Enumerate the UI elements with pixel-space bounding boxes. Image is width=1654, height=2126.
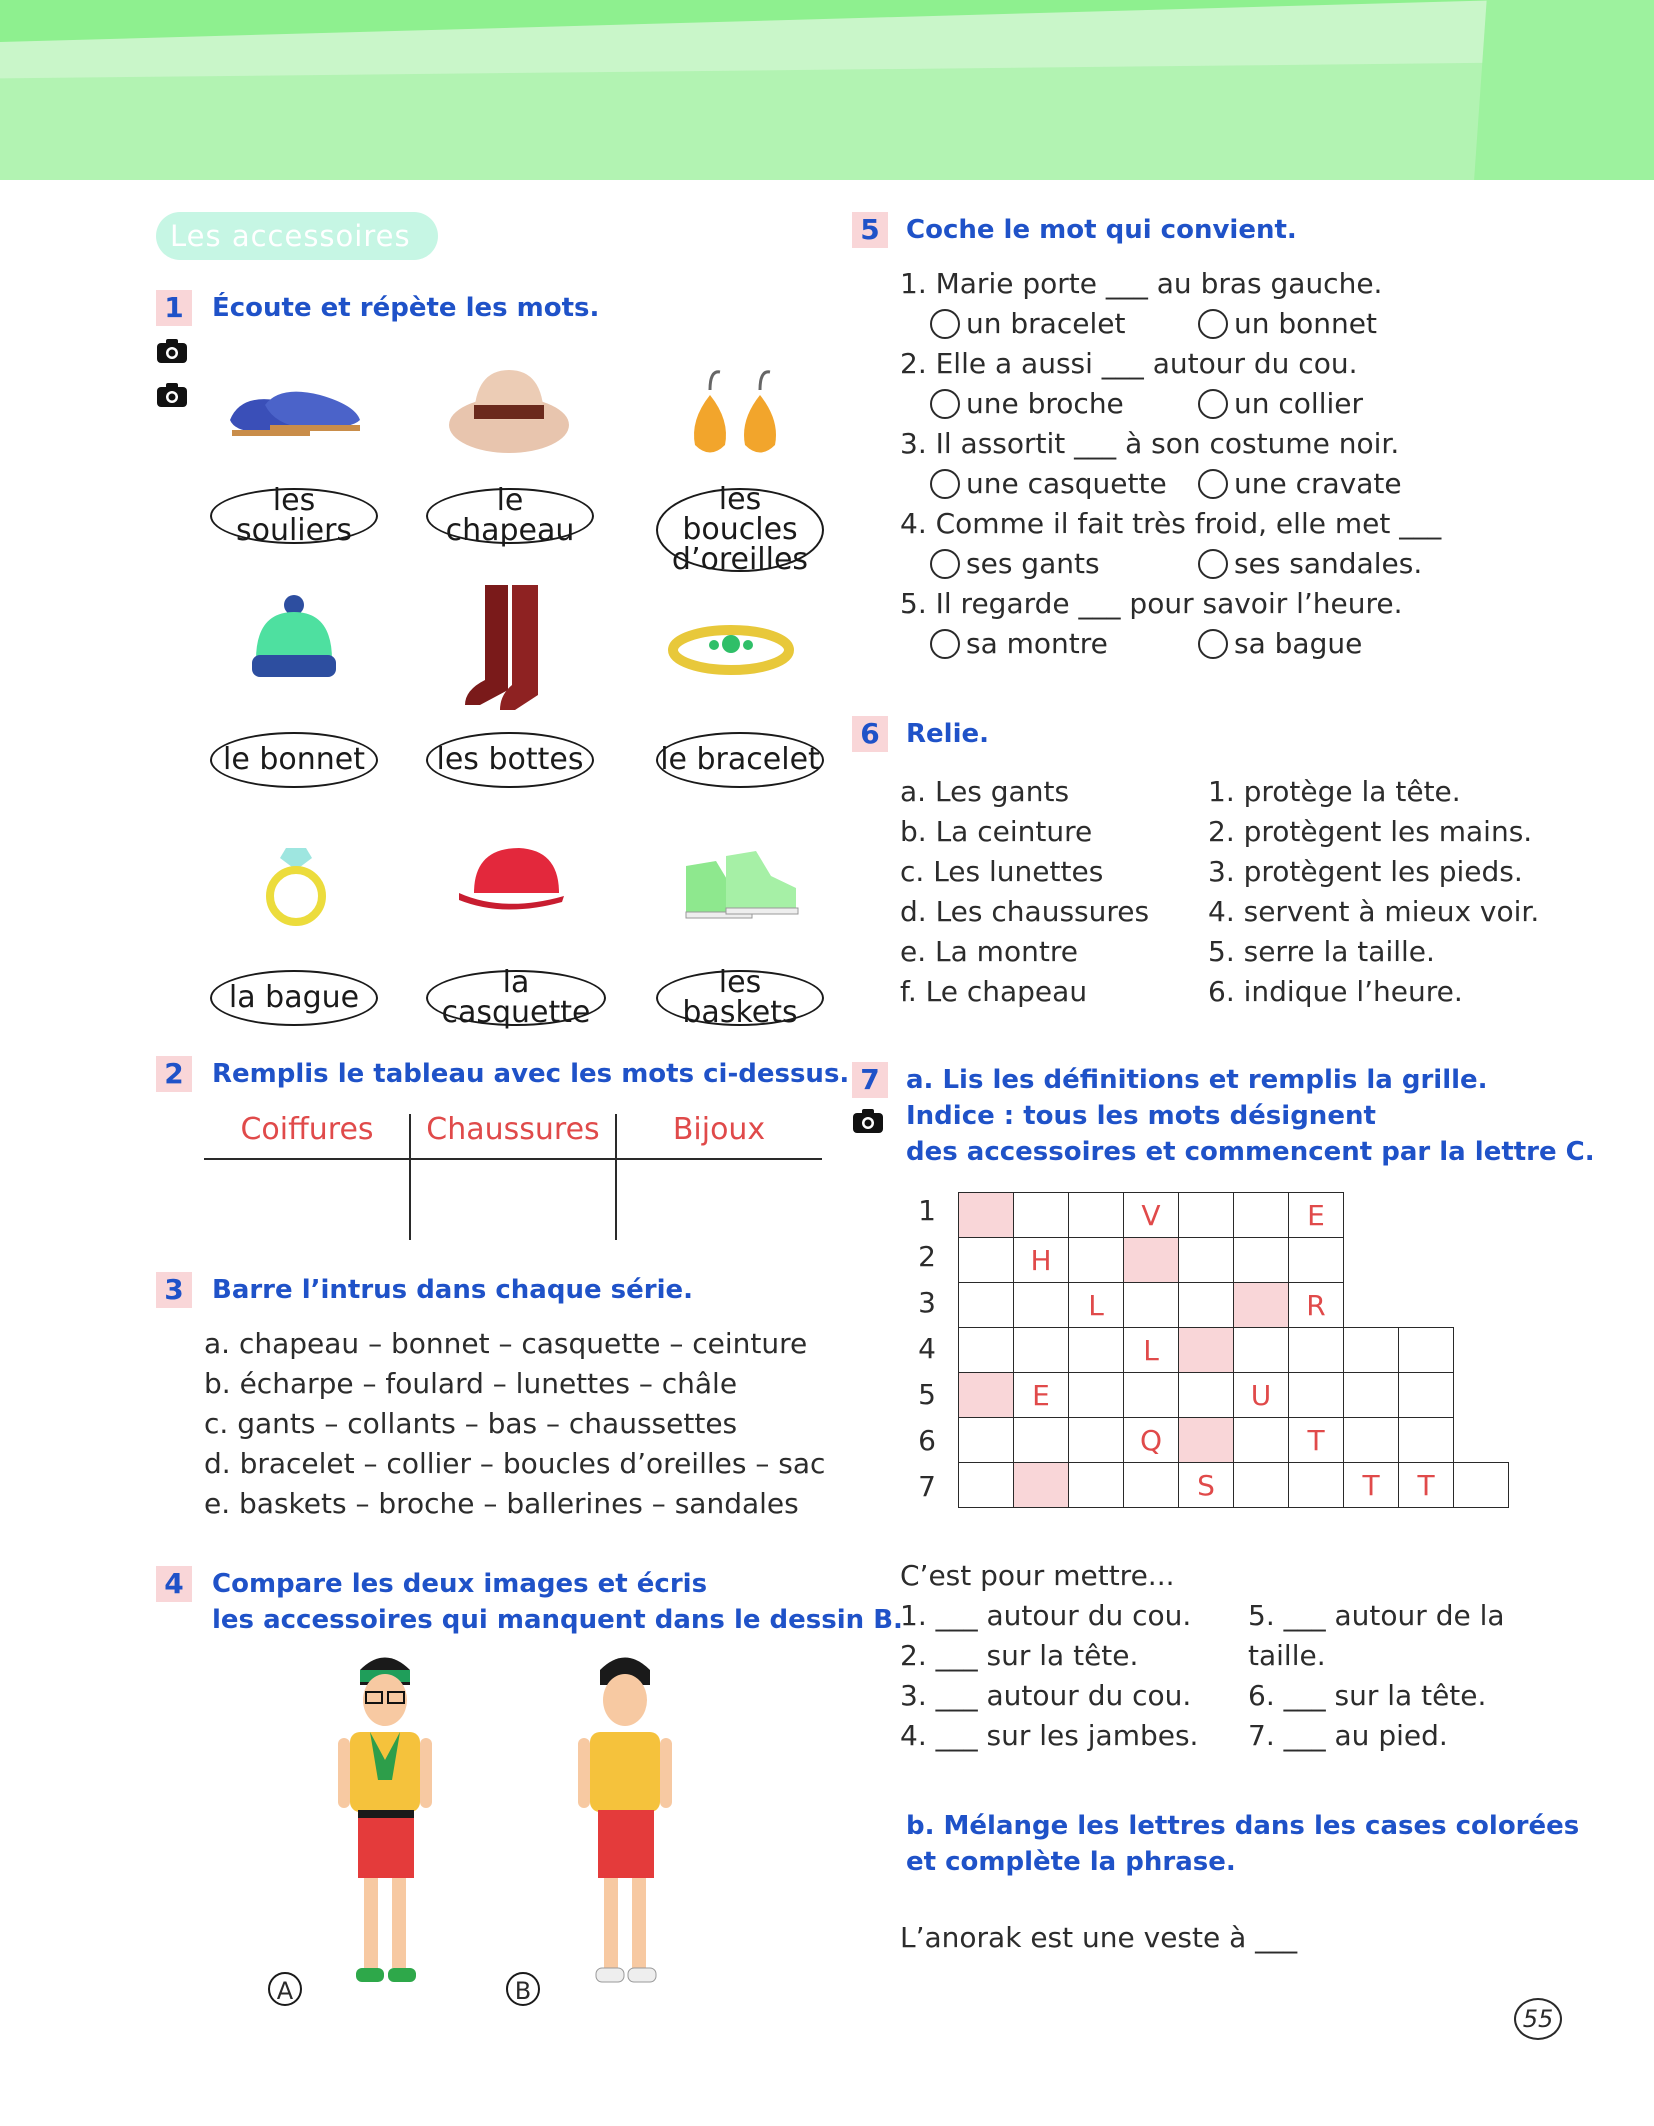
beanie-icon (244, 590, 344, 690)
radio-circle[interactable] (1198, 629, 1228, 659)
exercise-title: Coche le mot qui convient. (906, 215, 1297, 245)
exercise-title: Écoute et répète les mots. (212, 293, 600, 323)
boots-icon (460, 580, 560, 720)
definition: 5. ___ autour de la (1248, 1599, 1505, 1632)
exercise-title: b. Mélange les lettres dans les cases colorées (906, 1811, 1580, 1841)
grid-cell[interactable] (1234, 1463, 1289, 1508)
option[interactable]: une casquette (930, 464, 1167, 504)
radio-circle[interactable] (930, 629, 960, 659)
match-right[interactable]: 2. protègent les mains. (1208, 815, 1533, 848)
grid-cell[interactable]: Q (1124, 1418, 1179, 1463)
grid-cell[interactable] (959, 1193, 1014, 1238)
grid-cell[interactable]: H (1014, 1238, 1069, 1283)
grid-cell[interactable]: U (1234, 1373, 1289, 1418)
grid-cell[interactable]: T (1344, 1463, 1399, 1508)
definition: 3. ___ autour du cou. (900, 1679, 1192, 1712)
table-header: Bijoux (672, 1112, 766, 1147)
word-label: les boucles d’oreilles (656, 488, 824, 572)
option[interactable]: un bonnet (1198, 304, 1377, 344)
word-label: les bottes (426, 732, 594, 788)
grid-cell[interactable]: T (1399, 1463, 1454, 1508)
grid-cell[interactable]: T (1289, 1418, 1344, 1463)
question: 4. Comme il fait très froid, elle met ___ (900, 507, 1442, 540)
exercise-number: 1 (156, 290, 192, 326)
word-label: le bracelet (656, 732, 824, 788)
match-left[interactable]: f. Le chapeau (900, 975, 1088, 1008)
grid-cell[interactable] (1344, 1328, 1399, 1373)
grid-cell[interactable] (1234, 1283, 1289, 1328)
question: 2. Elle a aussi ___ autour du cou. (900, 347, 1358, 380)
grid-cell[interactable] (959, 1418, 1014, 1463)
exercise-title: les accessoires qui manquent dans le dessin B. (212, 1605, 903, 1635)
label-b: B (506, 1972, 540, 2006)
table-header: Chaussures (426, 1112, 600, 1147)
word-label: le chapeau (426, 488, 594, 544)
grid-cell[interactable] (1179, 1238, 1234, 1283)
radio-circle[interactable] (1198, 389, 1228, 419)
label-a: A (268, 1972, 302, 2006)
series-line: a. chapeau – bonnet – casquette – ceinture (204, 1327, 808, 1360)
definition: taille. (1248, 1639, 1326, 1672)
grid-cell[interactable] (1069, 1418, 1124, 1463)
radio-circle[interactable] (930, 389, 960, 419)
grid-cell[interactable]: L (1124, 1328, 1179, 1373)
table-rule (204, 1158, 822, 1160)
earrings-icon (680, 360, 790, 470)
match-right[interactable]: 4. servent à mieux voir. (1208, 895, 1540, 928)
grid-cell[interactable] (1014, 1463, 1069, 1508)
option[interactable]: ses sandales. (1198, 544, 1422, 584)
grid-cell[interactable]: S (1179, 1463, 1234, 1508)
grid-cell[interactable] (1069, 1373, 1124, 1418)
table-header: Coiffures (240, 1112, 374, 1147)
grid-cell[interactable] (1399, 1328, 1454, 1373)
grid-cell[interactable] (1069, 1193, 1124, 1238)
grid-cell[interactable] (1234, 1418, 1289, 1463)
camera-icon[interactable] (852, 1108, 884, 1134)
definition: 7. ___ au pied. (1248, 1719, 1448, 1752)
row-number: 2 (918, 1240, 936, 1273)
section-title: Les accessoires (156, 212, 438, 260)
exercise-number: 3 (156, 1272, 192, 1308)
camera-icon[interactable] (156, 338, 188, 364)
defs-intro: C’est pour mettre... (900, 1559, 1175, 1592)
grid-cell[interactable] (1179, 1328, 1234, 1373)
grid-cell[interactable] (1234, 1238, 1289, 1283)
grid-cell[interactable]: R (1289, 1283, 1344, 1328)
match-right[interactable]: 6. indique l’heure. (1208, 975, 1463, 1008)
grid-cell[interactable] (1069, 1463, 1124, 1508)
option[interactable]: une broche (930, 384, 1124, 424)
bracelet-icon (666, 620, 796, 680)
match-left[interactable]: b. La ceinture (900, 815, 1093, 848)
radio-circle[interactable] (1198, 309, 1228, 339)
camera-icon[interactable] (156, 382, 188, 408)
grid-cell[interactable] (1234, 1193, 1289, 1238)
series-line: e. baskets – broche – ballerines – sandales (204, 1487, 799, 1520)
grid-cell[interactable]: V (1124, 1193, 1179, 1238)
match-left[interactable]: d. Les chaussures (900, 895, 1150, 928)
definition: 4. ___ sur les jambes. (900, 1719, 1199, 1752)
exercise-title: Barre l’intrus dans chaque série. (212, 1275, 694, 1305)
word-label: les souliers (210, 488, 378, 544)
table-divider (615, 1114, 617, 1240)
option[interactable]: un collier (1198, 384, 1363, 424)
grid-cell[interactable] (1179, 1283, 1234, 1328)
match-left[interactable]: e. La montre (900, 935, 1078, 968)
exercise-number: 4 (156, 1566, 192, 1602)
grid-cell[interactable] (1399, 1373, 1454, 1418)
grid-cell[interactable] (1289, 1328, 1344, 1373)
match-right[interactable]: 1. protège la tête. (1208, 775, 1461, 808)
sneakers-icon (676, 836, 806, 936)
grid-cell[interactable] (1124, 1238, 1179, 1283)
row-number: 3 (918, 1286, 936, 1319)
page-number: 55 (1514, 1998, 1562, 2040)
series-line: d. bracelet – collier – boucles d’oreilles – sac (204, 1447, 826, 1480)
grid-cell[interactable] (1289, 1463, 1344, 1508)
option[interactable]: ses gants (930, 544, 1100, 584)
grid-cell[interactable] (1069, 1328, 1124, 1373)
exercise-title: a. Lis les définitions et remplis la grille. (906, 1065, 1488, 1095)
grid-cell[interactable] (959, 1238, 1014, 1283)
question: 5. Il regarde ___ pour savoir l’heure. (900, 587, 1403, 620)
exercise-title: Relie. (906, 719, 989, 749)
definition: 6. ___ sur la tête. (1248, 1679, 1487, 1712)
radio-circle[interactable] (930, 309, 960, 339)
grid-cell[interactable] (959, 1328, 1014, 1373)
crossword-grid[interactable] (958, 1192, 1509, 1508)
grid-cell[interactable] (1124, 1373, 1179, 1418)
grid-cell[interactable] (1014, 1418, 1069, 1463)
sentence: L’anorak est une veste à ___ (900, 1921, 1298, 1954)
grid-cell[interactable] (1399, 1418, 1454, 1463)
series-line: b. écharpe – foulard – lunettes – châle (204, 1367, 738, 1400)
option[interactable]: un bracelet (930, 304, 1125, 344)
grid-cell[interactable] (1124, 1463, 1179, 1508)
header-band (0, 0, 1654, 180)
grid-cell[interactable] (959, 1283, 1014, 1328)
row-number: 5 (918, 1378, 936, 1411)
shoes-icon (220, 370, 370, 450)
grid-cell[interactable] (1289, 1373, 1344, 1418)
boy-a-illustration (330, 1650, 440, 2000)
question: 1. Marie porte ___ au bras gauche. (900, 267, 1383, 300)
word-label: le bonnet (210, 732, 378, 788)
grid-cell[interactable] (1344, 1418, 1399, 1463)
exercise-number: 7 (852, 1062, 888, 1098)
grid-cell[interactable] (959, 1373, 1014, 1418)
row-number: 6 (918, 1424, 936, 1457)
grid-cell[interactable] (1014, 1328, 1069, 1373)
grid-cell[interactable] (1179, 1373, 1234, 1418)
radio-circle[interactable] (1198, 549, 1228, 579)
match-right[interactable]: 5. serre la taille. (1208, 935, 1435, 968)
option[interactable]: une cravate (1198, 464, 1402, 504)
row-number: 7 (918, 1470, 936, 1503)
option[interactable]: sa montre (930, 624, 1108, 664)
definition: 2. ___ sur la tête. (900, 1639, 1139, 1672)
row-number: 4 (918, 1332, 936, 1365)
match-right[interactable]: 3. protègent les pieds. (1208, 855, 1523, 888)
question: 3. Il assortit ___ à son costume noir. (900, 427, 1400, 460)
grid-cell[interactable]: E (1289, 1193, 1344, 1238)
grid-cell[interactable] (1234, 1328, 1289, 1373)
option[interactable]: sa bague (1198, 624, 1362, 664)
table-divider (409, 1114, 411, 1240)
grid-cell[interactable] (959, 1463, 1014, 1508)
grid-cell[interactable] (1179, 1193, 1234, 1238)
exercise-hint: Indice : tous les mots désignent (906, 1101, 1376, 1131)
grid-cell[interactable]: E (1014, 1373, 1069, 1418)
grid-cell[interactable] (1344, 1373, 1399, 1418)
exercise-title: Remplis le tableau avec les mots ci-dessus. (212, 1059, 850, 1089)
exercise-hint: des accessoires et commencent par la lettre C. (906, 1137, 1595, 1167)
grid-cell[interactable] (1069, 1238, 1124, 1283)
radio-circle[interactable] (930, 469, 960, 499)
cap-icon (454, 838, 574, 918)
grid-cell[interactable] (1014, 1283, 1069, 1328)
exercise-number: 6 (852, 716, 888, 752)
hat-icon (444, 360, 574, 460)
exercise-number: 5 (852, 212, 888, 248)
grid-cell[interactable] (1179, 1418, 1234, 1463)
grid-cell[interactable] (1454, 1463, 1509, 1508)
exercise-title: et complète la phrase. (906, 1847, 1236, 1877)
exercise-number: 2 (156, 1056, 192, 1092)
match-left[interactable]: a. Les gants (900, 775, 1070, 808)
definition: 1. ___ autour du cou. (900, 1599, 1192, 1632)
radio-circle[interactable] (930, 549, 960, 579)
ring-icon (256, 838, 336, 928)
boy-b-illustration (570, 1650, 680, 2000)
word-label: les baskets (656, 970, 824, 1026)
exercise-title: Compare les deux images et écris (212, 1569, 708, 1599)
row-number: 1 (918, 1194, 936, 1227)
radio-circle[interactable] (1198, 469, 1228, 499)
grid-cell[interactable] (1014, 1193, 1069, 1238)
match-left[interactable]: c. Les lunettes (900, 855, 1104, 888)
grid-cell[interactable] (1124, 1283, 1179, 1328)
grid-cell[interactable]: L (1069, 1283, 1124, 1328)
series-line: c. gants – collants – bas – chaussettes (204, 1407, 738, 1440)
word-label: la bague (210, 970, 378, 1026)
grid-cell[interactable] (1289, 1238, 1344, 1283)
word-label: la casquette (426, 970, 606, 1026)
